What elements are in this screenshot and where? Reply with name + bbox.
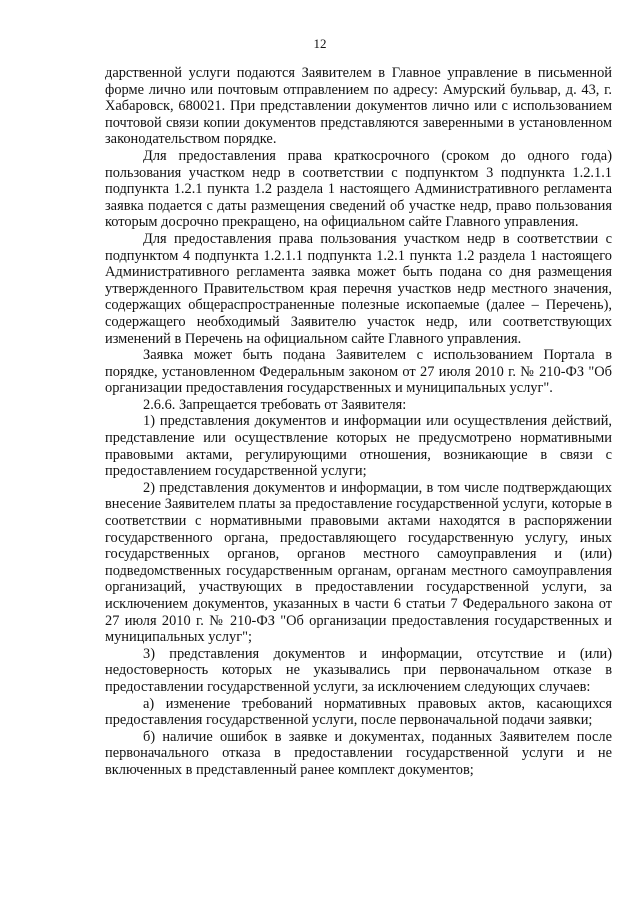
paragraph-1: дарственной услуги подаются Заявителем в Главное управление в письменной форме лично или почтовым отправлением по адресу: Амурский бульвар, д. 43, г. Хабаровск, 680021. При представлении документов лично или с использованием почтовой связи копии документов представляются заверенными в установленном законодательством порядке.: [105, 65, 612, 148]
paragraph-10: б) наличие ошибок в заявке и документах, поданных Заявителем после первоначального отказа в предоставлении государственной услуги и не включенных в представленный ранее комплект документов;: [105, 728, 612, 778]
paragraph-5: 2.6.6. Запрещается требовать от Заявителя:: [143, 396, 407, 413]
paragraph-6: 1) представления документов и информации или осуществления действий, представление или осуществление которых не предусмотрено нормативными правовыми актами, регулирующими отношения, возникающие в связи с предоставлением государственной услуги;: [105, 413, 612, 480]
paragraph-2: Для предоставления права краткосрочного (сроком до одного года) пользования участком недр в соответствии с подпунктом 3 подпункта 1.2.1.1 подпункта 1.2.1 пункта 1.2 раздела 1 настоящего Административного регламента заявка подается с даты размещения сведений об участке недр, право пользования которым досрочно прекращено, на официальном сайте Главного управления.: [105, 147, 612, 231]
paragraph-9: а) изменение требований нормативных правовых актов, касающихся предоставления государственной услуги, после первоначальной подачи заявки;: [105, 695, 612, 729]
page-number: 12: [313, 36, 327, 51]
paragraph-3: Для предоставления права пользования участком недр в соответствии с подпунктом 4 подпункта 1.2.1.1 подпункта 1.2.1 пункта 1.2 раздела 1 настоящего Административного регламента заявка может быть подана со дня размещения утвержденного Правительством края перечня участков недр местного значения, содержащих общераспространенные полезные ископаемые (далее – Перечень), содержащего необходимый Заявителю участок недр, или соответствующих изменений в Перечень на официальном сайте Главного управления.: [105, 230, 612, 347]
paragraph-7: 2) представления документов и информации, в том числе подтверждающих внесение Заявителем платы за предоставление государственной услуги, которые в соответствии с нормативными правовыми актами находятся в распоряжении государственного органа, предоставляющего государственную услугу, иных государственных органов, органов местного самоуправления и (или) подведомственных государственным органам, органам местного самоуправления организаций, участвующих в предоставлении государственной услуги, за исключением документов, указанных в части 6 статьи 7 Федерального закона от 27 июля 2010 г. № 210-ФЗ "Об организации предоставления государственных и муниципальных услуг";: [105, 479, 612, 646]
document-body: [105, 65, 612, 779]
paragraph-8: 3) представления документов и информации, отсутствие и (или) недостоверность которых не указывались при первоначальном отказе в предоставлении государственной услуги, за исключением следующих случаев:: [105, 645, 612, 695]
paragraph-4: Заявка может быть подана Заявителем с использованием Портала в порядке, установленном Федеральным законом от 27 июля 2010 г. № 210-ФЗ "Об организации предоставления государственных и муниципальных услуг".: [105, 347, 612, 397]
